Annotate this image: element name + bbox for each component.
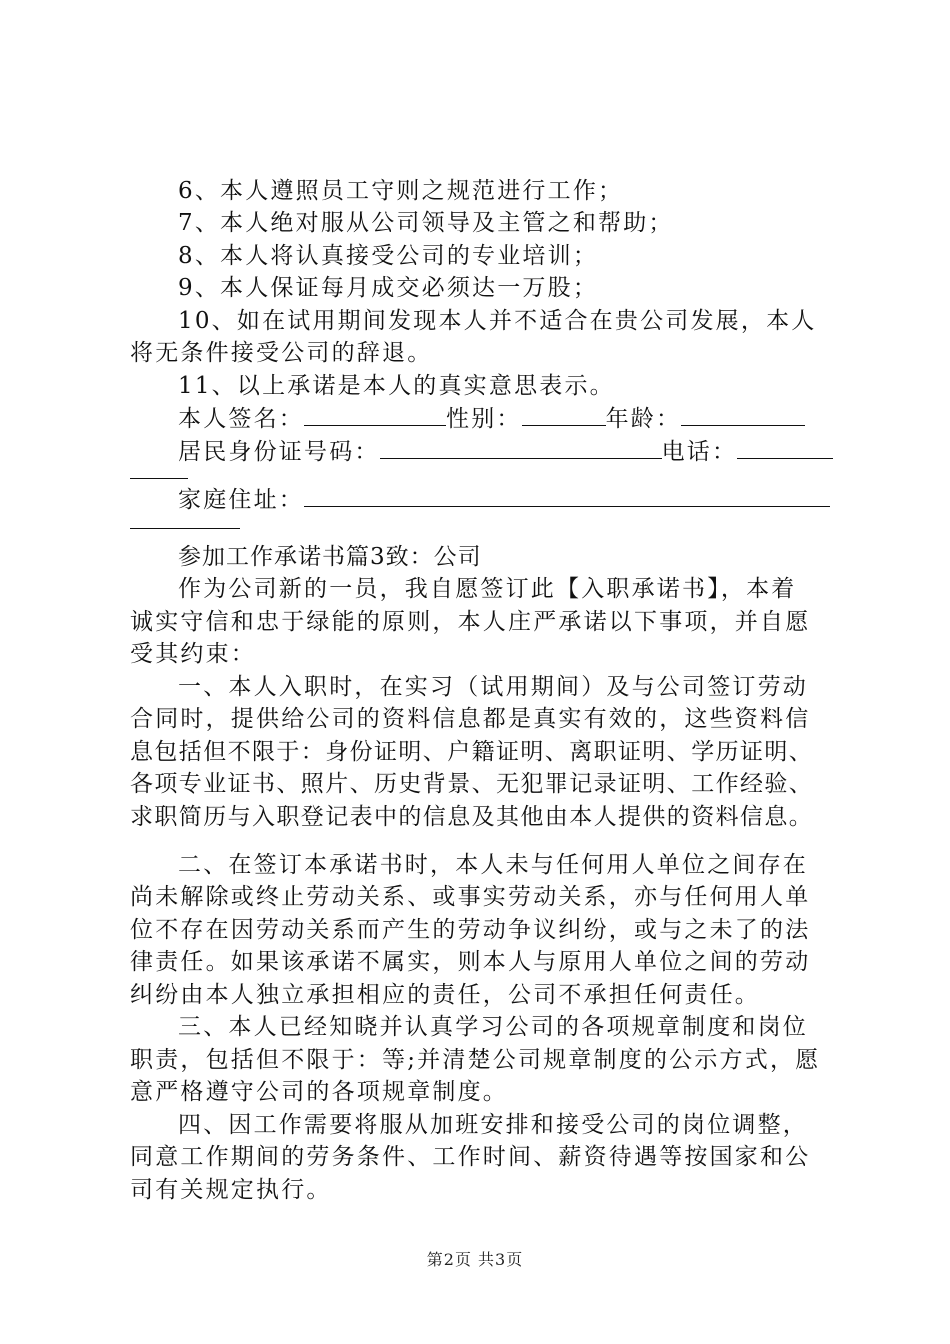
paragraph-line: 四、因工作需要将服从加班安排和接受公司的岗位调整，	[178, 1112, 808, 1138]
paragraph-line: 同意工作期间的劳务条件、工作时间、薪资待遇等按国家和公	[130, 1144, 811, 1170]
phone-label: 电话：	[661, 439, 738, 465]
gender-blank	[522, 403, 606, 426]
address-blank	[304, 484, 830, 507]
paragraph-line: 司有关规定执行。	[130, 1177, 332, 1203]
list-item: 11、以上承诺是本人的真实意思表示。	[178, 373, 615, 399]
name-blank	[304, 403, 446, 426]
list-item: 6、本人遵照员工守则之规范进行工作；	[178, 178, 624, 204]
gender-label: 性别：	[446, 406, 522, 432]
paragraph-line: 意严格遵守公司的各项规章制度。	[130, 1079, 508, 1105]
paragraph-line: 息包括但不限于：身份证明、户籍证明、离职证明、学历证明、	[130, 739, 814, 765]
paragraph-line: 合同时，提供给公司的资料信息都是真实有效的，这些资料信	[130, 706, 811, 732]
list-item: 10、如在试用期间发现本人并不适合在贵公司发展，本人	[178, 308, 817, 334]
paragraph-line: 二、在签订本承诺书时，本人未与任何用人单位之间存在	[178, 852, 808, 878]
paragraph-line: 纠纷由本人独立承担相应的责任，公司不承担任何责任。	[130, 982, 760, 1008]
paragraph-line: 尚未解除或终止劳动关系、或事实劳动关系，亦与任何用人单	[130, 884, 811, 910]
paragraph-line: 位不存在因劳动关系而产生的劳动争议纠纷，或与之未了的法	[130, 917, 811, 943]
list-item-continuation: 将无条件接受公司的辞退。	[130, 340, 433, 366]
section-title: 参加工作承诺书篇3致：公司	[178, 544, 482, 570]
paragraph-line: 诚实守信和忠于绿能的原则，本人庄严承诺以下事项，并自愿	[130, 609, 811, 635]
page-footer: 第2页 共3页	[426, 1250, 524, 1269]
paragraph-line: 求职简历与入职登记表中的信息及其他由本人提供的资料信息。	[130, 804, 814, 830]
list-item: 7、本人绝对服从公司领导及主管之和帮助；	[178, 210, 674, 236]
signature-row	[178, 403, 850, 434]
age-label: 年龄：	[605, 406, 682, 432]
paragraph-line: 各项专业证书、照片、历史背景、无犯罪记录证明、工作经验、	[130, 771, 814, 797]
paragraph-line: 职责，包括但不限于：等;并清楚公司规章制度的公示方式，愿	[130, 1047, 821, 1073]
list-item: 9、本人保证每月成交必须达一万股；	[178, 275, 599, 301]
phone-blank-continuation	[130, 456, 850, 478]
age-blank	[681, 403, 805, 426]
id-label: 居民身份证号码：	[178, 439, 380, 465]
paragraph-line: 三、本人已经知晓并认真学习公司的各项规章制度和岗位	[178, 1014, 808, 1040]
paragraph-line: 作为公司新的一员，我自愿签订此【入职承诺书】，本着	[178, 576, 797, 602]
paragraph-line: 受其约束：	[130, 641, 256, 667]
paragraph-line: 一、本人入职时，在实习（试用期间）及与公司签订劳动	[178, 674, 808, 700]
paragraph-line: 律责任。如果该承诺不属实，则本人与原用人单位之间的劳动	[130, 949, 811, 975]
address-label: 家庭住址：	[178, 487, 304, 513]
name-label: 本人签名：	[178, 406, 304, 432]
address-blank-continuation	[130, 506, 850, 528]
list-item: 8、本人将认真接受公司的专业培训；	[178, 243, 599, 269]
